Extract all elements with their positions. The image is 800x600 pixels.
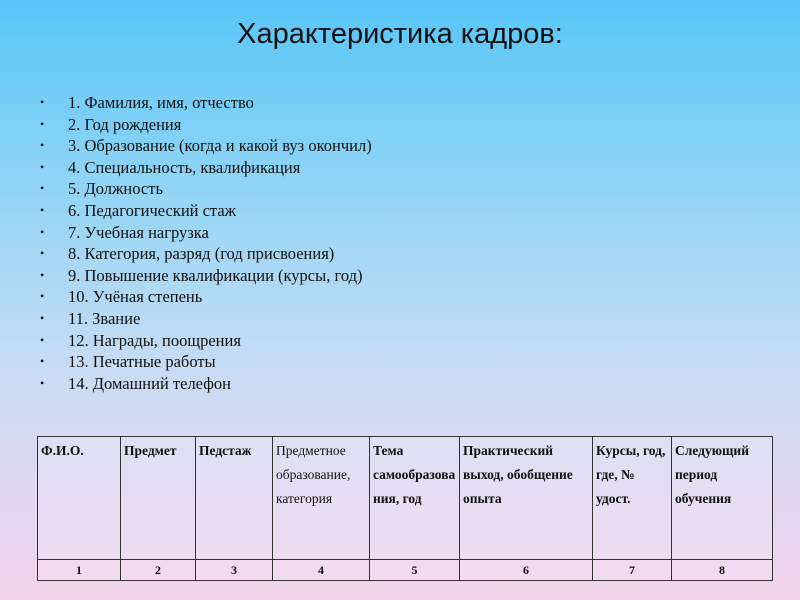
list-item-text: 12. Награды, поощрения <box>68 330 241 350</box>
header-self-education-topic: Тема самообразования, год <box>370 437 460 560</box>
bullet-icon: • <box>40 202 45 217</box>
bullet-icon: • <box>40 310 45 325</box>
list-item-text: 10. Учёная степень <box>68 287 203 307</box>
list-item <box>40 157 372 179</box>
list-item <box>40 114 372 136</box>
list-item <box>40 222 372 244</box>
table-header-row <box>38 437 773 560</box>
page-title: Характеристика кадров: <box>237 18 563 50</box>
table-cell: 8 <box>672 560 773 581</box>
bullet-icon: • <box>40 95 45 109</box>
bullet-icon: • <box>40 159 45 174</box>
bullet-icon: • <box>40 224 45 239</box>
list-item-text: 4. Специальность, квалификация <box>68 157 301 177</box>
list-item-text: 9. Повышение квалификации (курсы, год) <box>68 265 363 285</box>
list-item <box>40 373 372 395</box>
list-item-text: 2. Год рождения <box>68 114 182 134</box>
bullet-icon: • <box>40 375 45 390</box>
list-item-text: 14. Домашний телефон <box>68 373 231 393</box>
list-item-text: 13. Печатные работы <box>68 352 216 372</box>
bullet-icon: • <box>40 116 45 131</box>
header-teaching-experience: Педстаж <box>196 437 273 560</box>
table-cell: 3 <box>196 560 273 581</box>
header-practical-output: Практический выход, обобщение опыта <box>460 437 593 560</box>
list-item <box>40 200 372 222</box>
list-item <box>40 243 372 265</box>
header-fio: Ф.И.О. <box>38 437 121 560</box>
table-cell: 2 <box>121 560 196 581</box>
header-courses: Курсы, год, где, № удост. <box>593 437 672 560</box>
table-number-row <box>38 560 773 581</box>
header-subject: Предмет <box>121 437 196 560</box>
bullet-icon: • <box>40 181 45 196</box>
list-item <box>40 330 372 352</box>
list-item <box>40 351 372 373</box>
header-next-training: Следующий период обучения <box>672 437 773 560</box>
table-cell: 6 <box>460 560 593 581</box>
staff-table <box>37 436 773 581</box>
list-item <box>40 286 372 308</box>
table-cell: 5 <box>370 560 460 581</box>
list-item-text: 1. Фамилия, имя, отчество <box>68 93 254 112</box>
list-item-text: 3. Образование (когда и какой вуз окончил) <box>68 136 372 156</box>
table-cell: 4 <box>273 560 370 581</box>
list-item-text: 11. Звание <box>68 308 141 328</box>
list-item <box>40 265 372 287</box>
list-item <box>40 178 372 200</box>
bullet-icon: • <box>40 138 45 153</box>
bullet-icon: • <box>40 246 45 261</box>
list-item <box>40 135 372 157</box>
table-cell: 7 <box>593 560 672 581</box>
list-item-text: 7. Учебная нагрузка <box>68 222 209 242</box>
list-item <box>40 308 372 330</box>
header-subject-education: Предметное образование, категория <box>273 437 370 560</box>
list-item-text: 8. Категория, разряд (год присвоения) <box>68 244 335 264</box>
list-item <box>40 92 372 114</box>
bullet-icon: • <box>40 354 45 369</box>
list-item-text: 6. Педагогический стаж <box>68 200 237 220</box>
list-item-text: 5. Должность <box>68 179 163 199</box>
table-cell: 1 <box>38 560 121 581</box>
bullet-icon: • <box>40 332 45 347</box>
bullet-icon: • <box>40 267 45 282</box>
characteristics-list <box>40 92 372 394</box>
bullet-icon: • <box>40 289 45 304</box>
